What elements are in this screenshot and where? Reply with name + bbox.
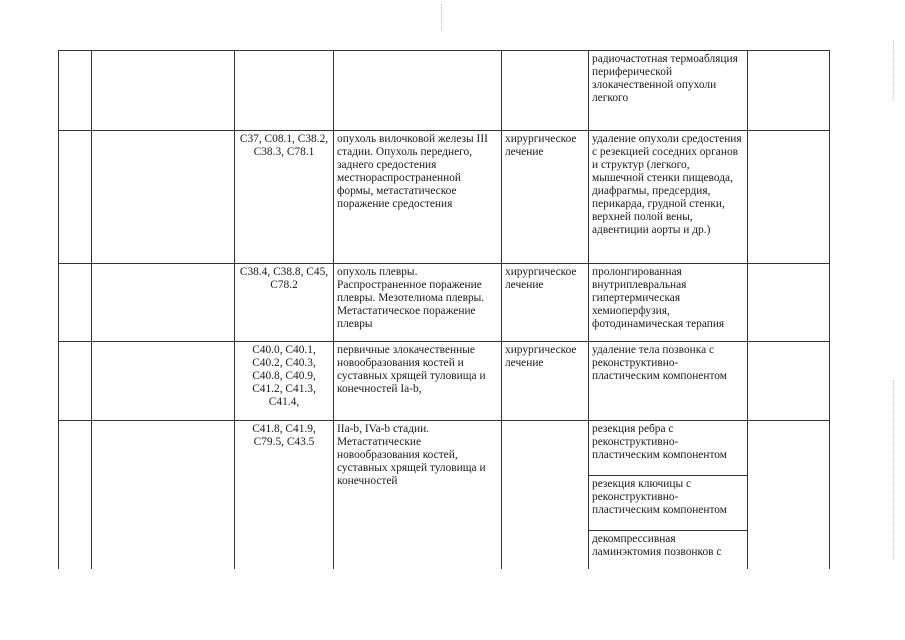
icd-codes-cell: C38.4, C38.8, C45, C78.2 [235,264,334,342]
medical-care-table [58,50,830,569]
table-row [59,131,830,264]
method-item: резекция ребра с реконструктивно-пластическим компонентом [589,421,747,476]
method-item: резекция ключицы с реконструктивно-пластическим компонентом [589,476,747,531]
diagnosis-cell: опухоль плевры. Распространенное поражение плевры. Мезотелиома плевры. Метастатическое поражение плевры [334,264,502,342]
diagnosis-cell [334,51,502,131]
treatment-type-cell: хирургическое лечение [502,342,589,421]
treatment-type-cell: хирургическое лечение [502,264,589,342]
norm-cell [748,131,830,264]
diagnosis-cell: IIa-b, IVa-b стадии. Метастатические новообразования костей, суставных хрящей туловища и конечностей [334,421,502,569]
method-list [589,421,747,561]
profile-cell [92,264,235,342]
profile-cell [92,421,235,569]
row-number-cell [59,342,92,421]
scan-edge-mark [893,40,897,100]
norm-cell [748,264,830,342]
treatment-type-cell: хирургическое лечение [502,131,589,264]
table-row [59,264,830,342]
treatment-type-cell [502,421,589,569]
method-cell: радиочастотная термоабляция периферической злокачественной опухоли легкого [589,51,748,131]
profile-cell [92,51,235,131]
icd-codes-cell: C40.0, C40.1, C40.2, C40.3, C40.8, C40.9, C41.2, C41.3, C41.4, [235,342,334,421]
method-item: декомпрессивная ламинэктомия позвонков с [592,533,722,558]
profile-cell [92,131,235,264]
method-cell [589,421,748,569]
diagnosis-cell: опухоль вилочковой железы III стадии. Опухоль переднего, заднего средостения местнораспространенной формы, метастатическое поражение средостения [334,131,502,264]
method-cell: удаление тела позвонка с реконструктивно-пластическим компонентом [589,342,748,421]
scan-edge-mark [893,380,897,560]
row-number-cell [59,131,92,264]
icd-codes-cell: C41.8, C41.9, C79.5, C43.5 [235,421,334,569]
method-cell: удаление опухоли средостения с резекцией соседних органов и структур (легкого, мышечной стенки пищевода, диафрагмы, предсердия, перикарда, грудной стенки, верхней полой вены, адвентиции аорты и др.) [589,131,748,264]
norm-cell [748,51,830,131]
scan-artifact-line [441,4,442,30]
row-number-cell [59,51,92,131]
row-number-cell [59,264,92,342]
icd-codes-cell: C37, C08.1, C38.2, C38.3, C78.1 [235,131,334,264]
table-row [59,421,830,569]
table-row [59,51,830,131]
norm-cell [748,342,830,421]
table-row [59,342,830,421]
profile-cell [92,342,235,421]
method-cell: пролонгированная внутриплевральная гипертермическая хемиоперфузия, фотодинамическая терапия [589,264,748,342]
diagnosis-cell: первичные злокачественные новообразования костей и суставных хрящей туловища и конечностей Ia-b, [334,342,502,421]
norm-cell [748,421,830,569]
treatment-type-cell [502,51,589,131]
icd-codes-cell [235,51,334,131]
row-number-cell [59,421,92,569]
